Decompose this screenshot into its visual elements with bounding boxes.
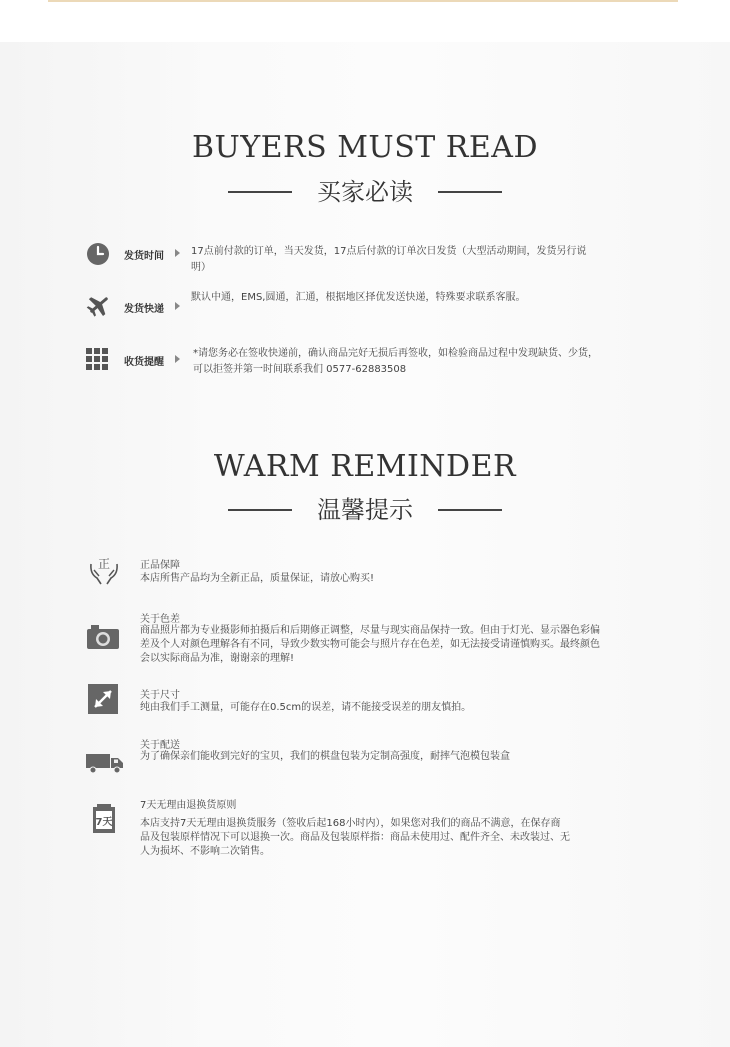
receipt-label: 收货提醒 [124, 357, 164, 368]
chevron-right-icon [175, 249, 180, 257]
reminder-cn-title: 温馨提示 [317, 496, 413, 524]
return-title: 7天无理由退换货原则 [140, 800, 237, 811]
title-rule-right [438, 509, 502, 511]
size-text: 纯由我们手工测量，可能存在0.5cm的误差，请不能接受误差的朋友慎拍。 [140, 702, 472, 713]
reminder-item-genuine [86, 554, 606, 594]
return-text: 本店支持7天无理由退换货服务（签收后起168小时内），如果您对我们的商品不满意，在保存商品及包装原样情况下可以退换一次。商品及包装原样指：商品未使用过、配件齐全、未改装过、无人为损坏、不影响二次销售。 [140, 818, 570, 857]
chevron-right-icon [175, 302, 180, 310]
shipping-time-label: 发货时间 [124, 251, 164, 262]
color-text: 商品照片都为专业摄影师拍摄后和后期修正调整，尽量与现实商品保持一致。但由于灯光、显示器色彩偏差及个人对颜色理解各有不同，导致少数实物可能会与照片存在色差，如无法接受请谨慎购买。最终颜色会以实际商品为准，谢谢亲的理解! [140, 625, 600, 664]
shipping-time-text: 17点前付款的订单，当天发货，17点后付款的订单次日发货（大型活动期间，发货另行说明） [191, 246, 587, 273]
genuine-hands-icon [88, 554, 120, 590]
reminder-item-color [86, 610, 606, 670]
receipt-text: *请您务必在签收快递前，确认商品完好无损后再签收，如检验商品过程中发现缺货、少货，可以拒签并第一时间联系我们 0577-62883508 [193, 348, 598, 375]
top-divider [48, 0, 678, 2]
buyers-cn-title-row [228, 172, 502, 212]
reminder-item-size [86, 684, 606, 724]
reminder-cn-title-row [228, 490, 502, 530]
clock-icon [86, 242, 110, 270]
resize-arrow-icon [88, 684, 118, 718]
truck-icon [86, 752, 124, 778]
reminder-item-return [86, 796, 606, 866]
camera-icon [86, 624, 120, 654]
buyers-item-receipt [86, 344, 606, 384]
svg-text:7天: 7天 [95, 817, 113, 828]
courier-label: 发货快递 [124, 304, 164, 315]
chevron-right-icon [175, 355, 180, 363]
grid-icon [86, 348, 108, 374]
color-title: 关于色差 [140, 614, 180, 625]
courier-text: 默认中通，EMS,圆通，汇通，根据地区择优发送快递，特殊要求联系客服。 [191, 292, 526, 303]
buyers-en-title: BUYERS MUST READ [191, 130, 538, 165]
delivery-title: 关于配送 [140, 740, 180, 751]
genuine-text: 本店所售产品均为全新正品，质量保证，请放心购买! [140, 573, 375, 584]
buyers-item-shipping-time [86, 240, 606, 280]
top-strip [0, 0, 730, 42]
seven-day-icon [92, 804, 116, 838]
buyers-item-courier [86, 290, 606, 320]
size-title: 关于尺寸 [140, 690, 180, 701]
reminder-en-title: WARM REMINDER [213, 449, 517, 484]
svg-text:正: 正 [97, 557, 111, 571]
reminder-item-delivery [86, 734, 606, 774]
airplane-icon [86, 292, 112, 322]
title-rule-right [438, 191, 502, 193]
delivery-text: 为了确保亲们能收到完好的宝贝，我们的棋盘包装为定制高强度，耐摔气泡模包装盒 [140, 751, 510, 762]
buyers-cn-title: 买家必读 [317, 178, 413, 206]
genuine-title: 正品保障 [140, 560, 180, 571]
